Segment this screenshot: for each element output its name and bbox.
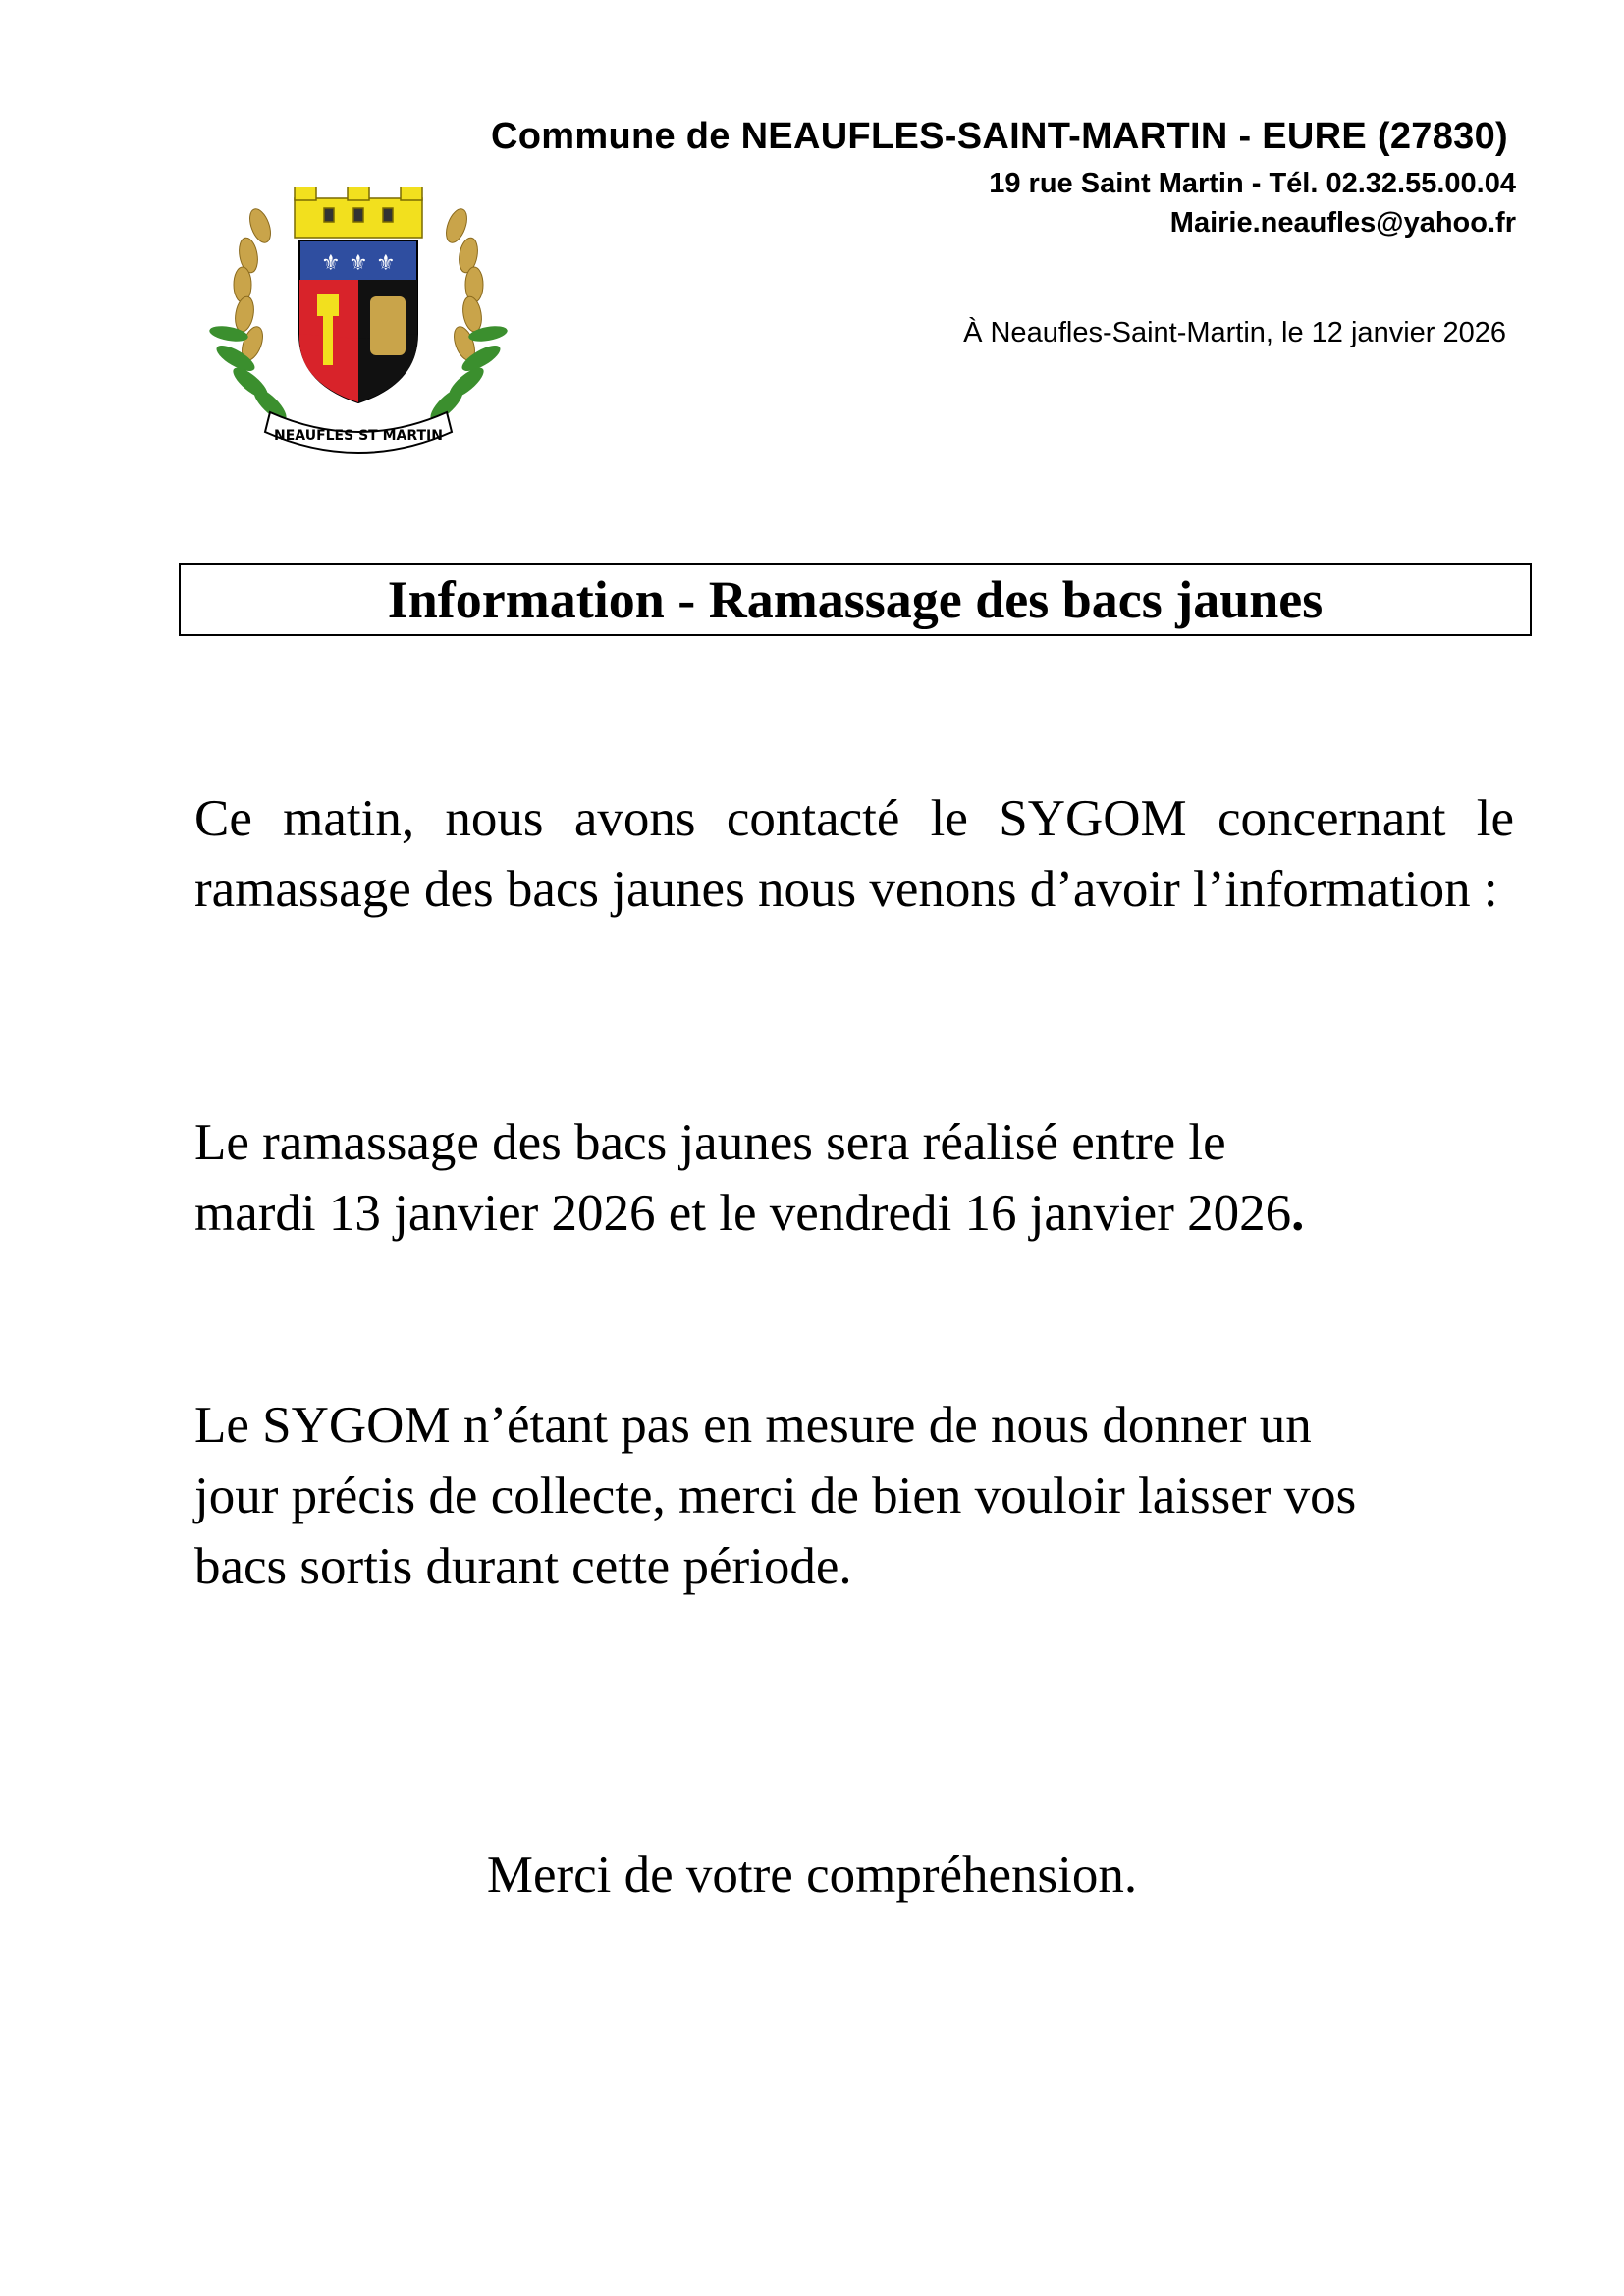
instructions-line-3: bacs sortis durant cette période. xyxy=(194,1538,852,1595)
instructions-line-2: jour précis de collecte, merci de bien vouloir laisser vos xyxy=(194,1468,1357,1524)
collection-dates-line-1: Le ramassage des bacs jaunes sera réalisé entre le xyxy=(194,1114,1226,1171)
svg-text:⚜: ⚜ xyxy=(376,251,396,276)
paragraph-instructions xyxy=(194,1390,1514,1602)
svg-text:⚜: ⚜ xyxy=(349,251,368,276)
notice-title xyxy=(179,563,1532,636)
paragraph-collection-dates xyxy=(194,1107,1514,1249)
commune-name: Commune de NEAUFLES-SAINT-MARTIN - EURE (27830) xyxy=(491,116,1508,157)
mural-crown xyxy=(295,187,422,238)
collection-dates-line-2 xyxy=(194,1178,1514,1249)
shield xyxy=(299,240,417,402)
notice-title-text: Information - Ramassage des bacs jaunes xyxy=(387,570,1324,629)
town-hall-address: 19 rue Saint Martin - Tél. 02.32.55.00.04 xyxy=(989,168,1516,199)
instructions-line-1: Le SYGOM n’étant pas en mesure de nous donner un xyxy=(194,1397,1312,1454)
date-line: À Neaufles-Saint-Martin, le 12 janvier 2026 xyxy=(963,317,1506,348)
paragraph-intro: Ce matin, nous avons contacté le SYGOM concernant le ramassage des bacs jaunes nous venons d’avoir l’information : xyxy=(194,790,1514,918)
collection-dates-text: mardi 13 janvier 2026 et le vendredi 16 janvier 2026 xyxy=(194,1185,1292,1242)
coat-of-arms-logo xyxy=(201,187,515,471)
crest-banner-text: NEAUFLES ST MARTIN xyxy=(274,428,443,444)
town-hall-email: Mairie.neaufles@yahoo.fr xyxy=(1169,207,1516,239)
collection-dates-period: . xyxy=(1291,1185,1305,1242)
banner-ribbon xyxy=(265,412,452,453)
svg-text:⚜: ⚜ xyxy=(321,251,341,276)
closing-line: Merci de votre compréhension. xyxy=(486,1846,1138,1903)
